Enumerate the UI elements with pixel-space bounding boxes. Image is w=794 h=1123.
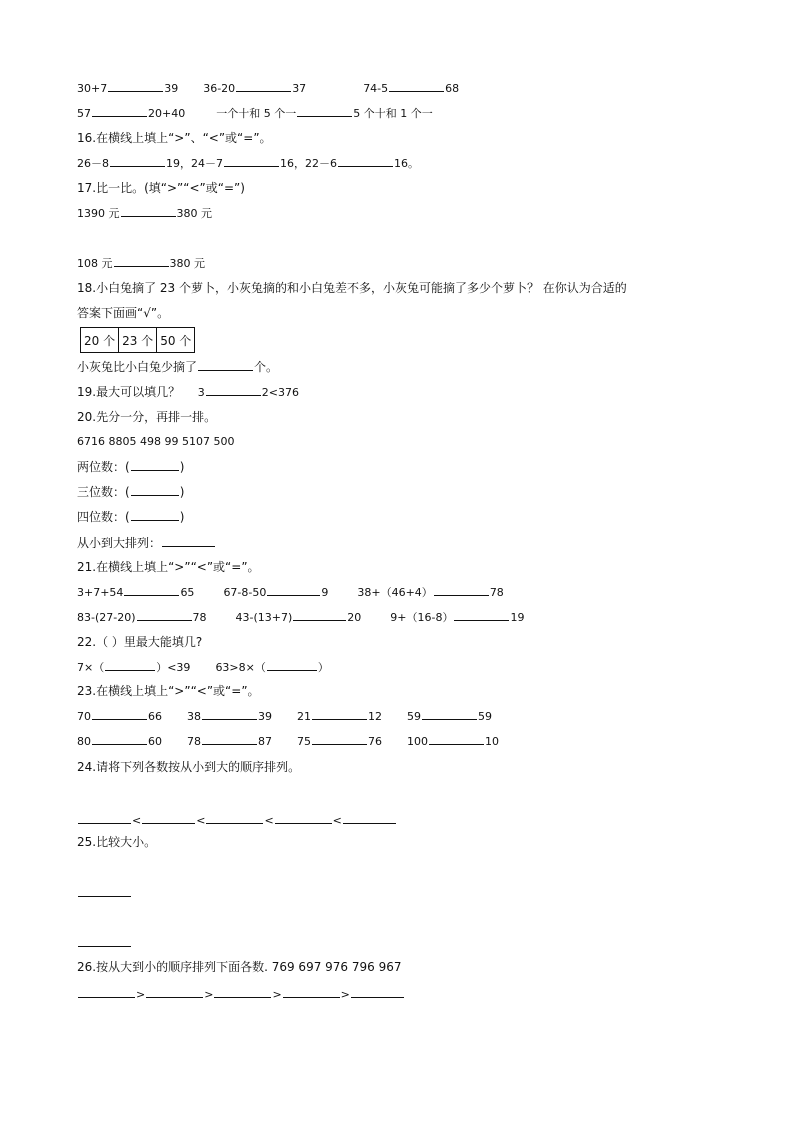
expr: 1390 元 — [77, 207, 120, 220]
expr: 83-(27-20) — [77, 611, 136, 624]
answer-blank[interactable] — [236, 78, 291, 92]
q16-items — [77, 153, 419, 174]
answer-blank[interactable] — [142, 810, 195, 824]
answer-blank[interactable] — [92, 706, 147, 720]
expr: 70 — [77, 710, 91, 723]
answer-blank[interactable] — [312, 706, 367, 720]
answer-blank[interactable] — [198, 357, 253, 371]
expr: 12 — [368, 710, 382, 723]
choice-cell[interactable]: 50 个 — [157, 328, 195, 353]
expr: 20 — [347, 611, 362, 624]
expr: 100 — [407, 735, 428, 748]
answer-blank[interactable] — [206, 382, 261, 396]
q20-numbers: 6716 8805 498 99 5107 500 — [77, 435, 235, 448]
expr: 39 — [164, 82, 179, 95]
expr: 10 — [485, 735, 499, 748]
answer-blank[interactable] — [78, 984, 135, 998]
q21-line-1 — [77, 582, 504, 603]
expr: 21 — [297, 710, 311, 723]
expr: 5 个十和 1 个一 — [353, 107, 433, 120]
answer-blank[interactable] — [114, 253, 169, 267]
greater-than-symbol: > — [340, 988, 350, 1001]
answer-blank[interactable] — [78, 883, 131, 897]
q23-title: 23.在横线上填上“>”“<”或“=”。 — [77, 684, 260, 698]
answer-blank[interactable] — [338, 153, 393, 167]
expr: 26－8 — [77, 157, 109, 170]
expr: 小灰兔比小白兔少摘了 — [77, 360, 198, 374]
label: 两位数：( — [77, 460, 130, 474]
label: 从小到大排列： — [77, 536, 162, 550]
q20-three-digit — [77, 482, 184, 502]
answer-blank[interactable] — [124, 582, 179, 596]
q20-four-digit — [77, 507, 184, 527]
expr: 20+40 — [148, 107, 186, 120]
label: ) — [179, 510, 185, 524]
expr: 19 — [510, 611, 525, 624]
expr: 38 — [187, 710, 201, 723]
expr: 87 — [258, 735, 272, 748]
answer-blank[interactable] — [224, 153, 279, 167]
expr: 30+7 — [77, 82, 108, 95]
expr: 65 — [180, 586, 195, 599]
q24-title: 24.请将下列各数按从小到大的顺序排列。 — [77, 760, 301, 774]
answer-blank[interactable] — [202, 731, 257, 745]
label: ) — [179, 460, 185, 474]
q18-choice-table — [80, 327, 195, 353]
answer-blank[interactable] — [146, 984, 203, 998]
expr: 59 — [407, 710, 421, 723]
answer-blank[interactable] — [422, 706, 477, 720]
answer-blank[interactable] — [429, 731, 484, 745]
answer-blank[interactable] — [312, 731, 367, 745]
q26-title: 26.按从大到小的顺序排列下面各数. 769 697 976 796 967 — [77, 960, 402, 974]
expr: 16。 — [394, 157, 419, 170]
answer-blank[interactable] — [121, 203, 176, 217]
label: ) — [179, 485, 185, 499]
greater-than-symbol: > — [272, 988, 282, 1001]
q23-line-2 — [77, 731, 499, 752]
answer-blank[interactable] — [110, 153, 165, 167]
expr: 78 — [489, 586, 504, 599]
expr: ）<39 — [156, 661, 191, 674]
expr: 76 — [368, 735, 382, 748]
answer-blank[interactable] — [434, 582, 489, 596]
expr: 19，24－7 — [166, 157, 223, 170]
expr: 7×（ — [77, 661, 105, 674]
q16-title: 16.在横线上填上“>”、“<”或“=”。 — [77, 131, 272, 145]
expr: 68 — [445, 82, 460, 95]
greater-than-symbol: > — [136, 988, 146, 1001]
answer-blank[interactable] — [131, 482, 179, 496]
expr: 36-20 — [203, 82, 236, 95]
answer-blank[interactable] — [108, 78, 163, 92]
greater-than-symbol: > — [204, 988, 214, 1001]
q17-line-1 — [77, 203, 212, 224]
expr: 9+（16-8） — [390, 611, 454, 624]
answer-blank[interactable] — [105, 657, 155, 671]
q22-title: 22.（ ）里最大能填几? — [77, 635, 203, 649]
expr: 78 — [192, 611, 207, 624]
q25-answer-1 — [77, 883, 132, 904]
expr: 74-5 — [363, 82, 389, 95]
expr: 一个十和 5 个一 — [216, 107, 297, 120]
q18-followup — [77, 357, 278, 377]
q24-answer-row — [77, 810, 397, 831]
answer-blank[interactable] — [202, 706, 257, 720]
q17-title: 17.比一比。(填“>”“<”或“=”) — [77, 181, 245, 195]
expr: 39 — [258, 710, 272, 723]
q20-title: 20.先分一分，再排一排。 — [77, 410, 217, 424]
q19 — [77, 382, 299, 403]
answer-blank[interactable] — [389, 78, 444, 92]
answer-blank[interactable] — [267, 657, 317, 671]
q26-answer-row — [77, 984, 405, 1005]
label: 三位数：( — [77, 485, 130, 499]
less-than-symbol: < — [196, 814, 206, 827]
q21-line-2 — [77, 607, 524, 628]
answer-blank[interactable] — [78, 933, 131, 947]
expr: 3+7+54 — [77, 586, 124, 599]
answer-blank[interactable] — [351, 984, 404, 998]
expr: 78 — [187, 735, 201, 748]
row-compare-2 — [77, 103, 433, 124]
expr: 37 — [292, 82, 307, 95]
q22-line-1 — [77, 657, 329, 678]
expr: 67-8-50 — [223, 586, 267, 599]
choice-cell[interactable]: 20 个 — [81, 328, 119, 353]
q20-two-digit — [77, 457, 184, 477]
answer-blank[interactable] — [131, 507, 179, 521]
answer-blank[interactable] — [275, 810, 332, 824]
answer-blank[interactable] — [137, 607, 192, 621]
expr: 9 — [321, 586, 329, 599]
expr: 43-(13+7) — [235, 611, 293, 624]
q25-title: 25.比较大小。 — [77, 835, 157, 849]
answer-blank[interactable] — [267, 582, 320, 596]
row-compare-1 — [77, 78, 459, 99]
answer-blank[interactable] — [162, 533, 215, 547]
answer-blank[interactable] — [343, 810, 396, 824]
expr: 个。 — [254, 360, 279, 374]
expr: 16，22－6 — [280, 157, 337, 170]
q18-title-1: 18.小白兔摘了 23 个萝卜，小灰兔摘的和小白兔差不多，小灰兔可能摘了多少个萝卜？ 在你认为合适的 — [77, 281, 627, 295]
choice-cell[interactable]: 23 个 — [119, 328, 157, 353]
answer-blank[interactable] — [206, 810, 263, 824]
expr: 2<376 — [261, 386, 299, 399]
q17-line-2 — [77, 253, 205, 274]
q25-answer-2 — [77, 933, 132, 954]
answer-blank[interactable] — [293, 607, 346, 621]
expr: 59 — [478, 710, 492, 723]
less-than-symbol: < — [264, 814, 274, 827]
expr: 80 — [77, 735, 91, 748]
expr: 57 — [77, 107, 91, 120]
label: 四位数：( — [77, 510, 130, 524]
expr: 75 — [297, 735, 311, 748]
less-than-symbol: < — [332, 814, 342, 827]
expr: 66 — [148, 710, 162, 723]
q19-title: 19.最大可以填几？ — [77, 385, 181, 399]
expr: 38+（46+4） — [357, 586, 433, 599]
expr: 108 元 — [77, 257, 113, 270]
answer-blank[interactable] — [92, 103, 147, 117]
q23-line-1 — [77, 706, 492, 727]
expr: ） — [317, 661, 329, 674]
less-than-symbol: < — [132, 814, 142, 827]
answer-blank[interactable] — [297, 103, 352, 117]
q21-title: 21.在横线上填上“>”“<”或“=”。 — [77, 560, 260, 574]
answer-blank[interactable] — [283, 984, 340, 998]
expr: 380 元 — [169, 257, 205, 270]
q18-title-2: 答案下面画“√”。 — [77, 306, 170, 320]
answer-blank[interactable] — [78, 810, 131, 824]
answer-blank[interactable] — [454, 607, 509, 621]
answer-blank[interactable] — [92, 731, 147, 745]
answer-blank[interactable] — [131, 457, 179, 471]
expr: 60 — [148, 735, 162, 748]
expr: 3 — [197, 386, 205, 399]
expr: 63>8×（ — [215, 661, 266, 674]
q20-order — [77, 533, 216, 553]
answer-blank[interactable] — [214, 984, 271, 998]
expr: 380 元 — [176, 207, 212, 220]
